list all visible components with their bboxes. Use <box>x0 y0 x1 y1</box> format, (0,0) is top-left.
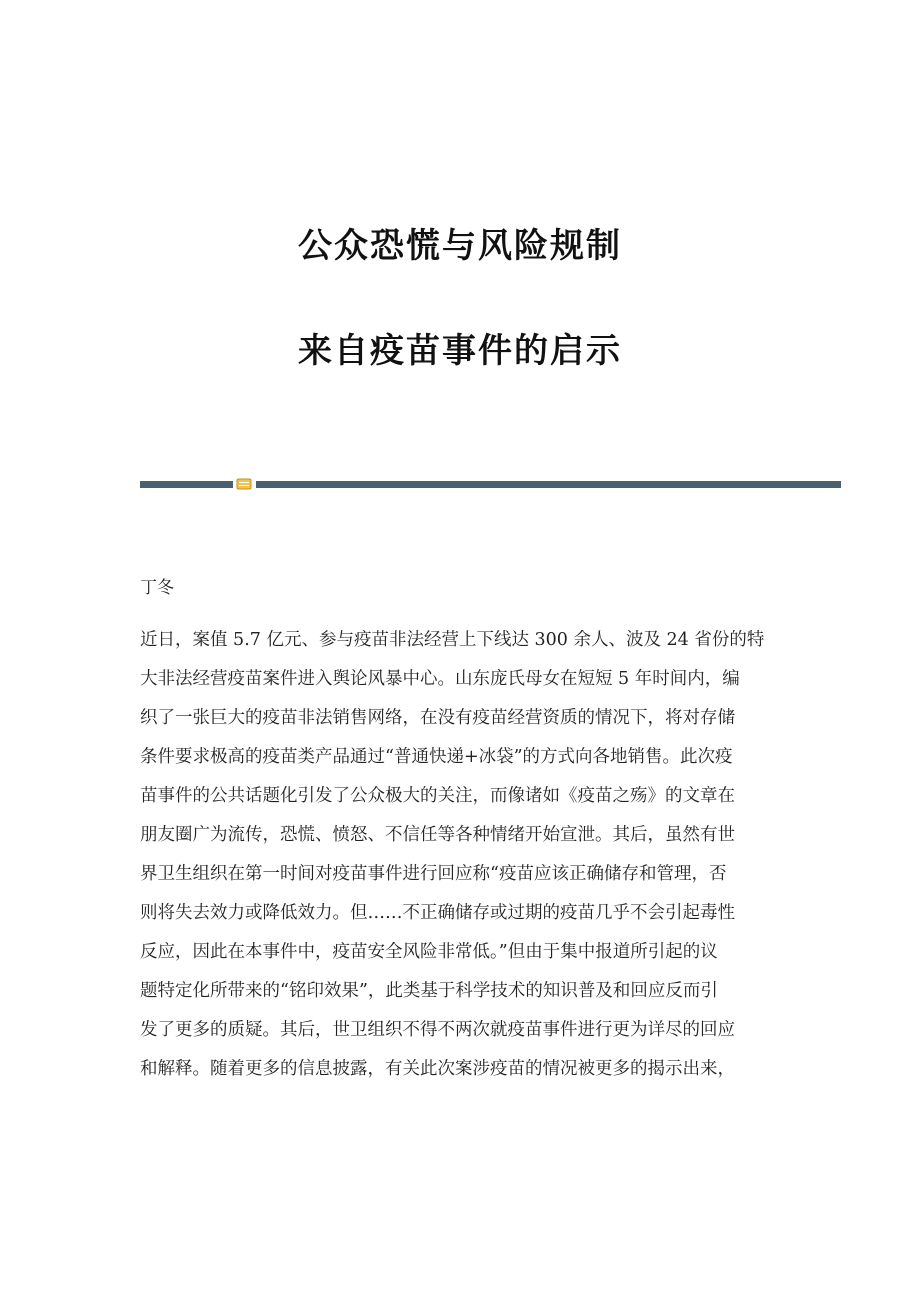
document-subtitle: 来自疫苗事件的启示 <box>298 331 622 371</box>
body-line: 近日，案值 5.7 亿元、参与疫苗非法经营上下线达 300 余人、波及 24 省份的特 <box>140 630 765 650</box>
divider-right-bar <box>256 481 841 488</box>
body-line: 则将失去效力或降低效力。但……不正确储存或过期的疫苗几乎不会引起毒性 <box>140 903 735 923</box>
body-line: 题特定化所带来的“铭印效果”，此类基于科学技术的知识普及和回应反而引 <box>140 981 718 1001</box>
body-line: 朋友圈广为流传，恐慌、愤怒、不信任等各种情绪开始宣泄。其后，虽然有世 <box>140 825 735 845</box>
body-line: 发了更多的质疑。其后，世卫组织不得不两次就疫苗事件进行更为详尽的回应 <box>140 1020 735 1040</box>
divider-left-bar <box>140 481 233 488</box>
body-line: 大非法经营疫苗案件进入舆论风暴中心。山东庞氏母女在短短 5 年时间内，编 <box>140 669 740 689</box>
body-line: 界卫生组织在第一时间对疫苗事件进行回应称“疫苗应该正确储存和管理，否 <box>140 864 727 884</box>
author-name: 丁冬 <box>140 578 174 598</box>
divider-badge-icon <box>236 478 252 490</box>
body-line: 织了一张巨大的疫苗非法销售网络，在没有疫苗经营资质的情况下，将对存储 <box>140 708 735 728</box>
document-title: 公众恐慌与风险规制 <box>298 226 622 266</box>
body-line: 苗事件的公共话题化引发了公众极大的关注，而像诸如《疫苗之殇》的文章在 <box>140 786 735 806</box>
body-line: 和解释。随着更多的信息披露，有关此次案涉疫苗的情况被更多的揭示出来， <box>140 1059 735 1079</box>
body-line: 条件要求极高的疫苗类产品通过“普通快递+冰袋”的方式向各地销售。此次疫 <box>140 747 733 767</box>
title-divider <box>140 478 841 490</box>
body-line: 反应，因此在本事件中，疫苗安全风险非常低。”但由于集中报道所引起的议 <box>140 942 718 962</box>
body-paragraph <box>140 628 780 1096</box>
